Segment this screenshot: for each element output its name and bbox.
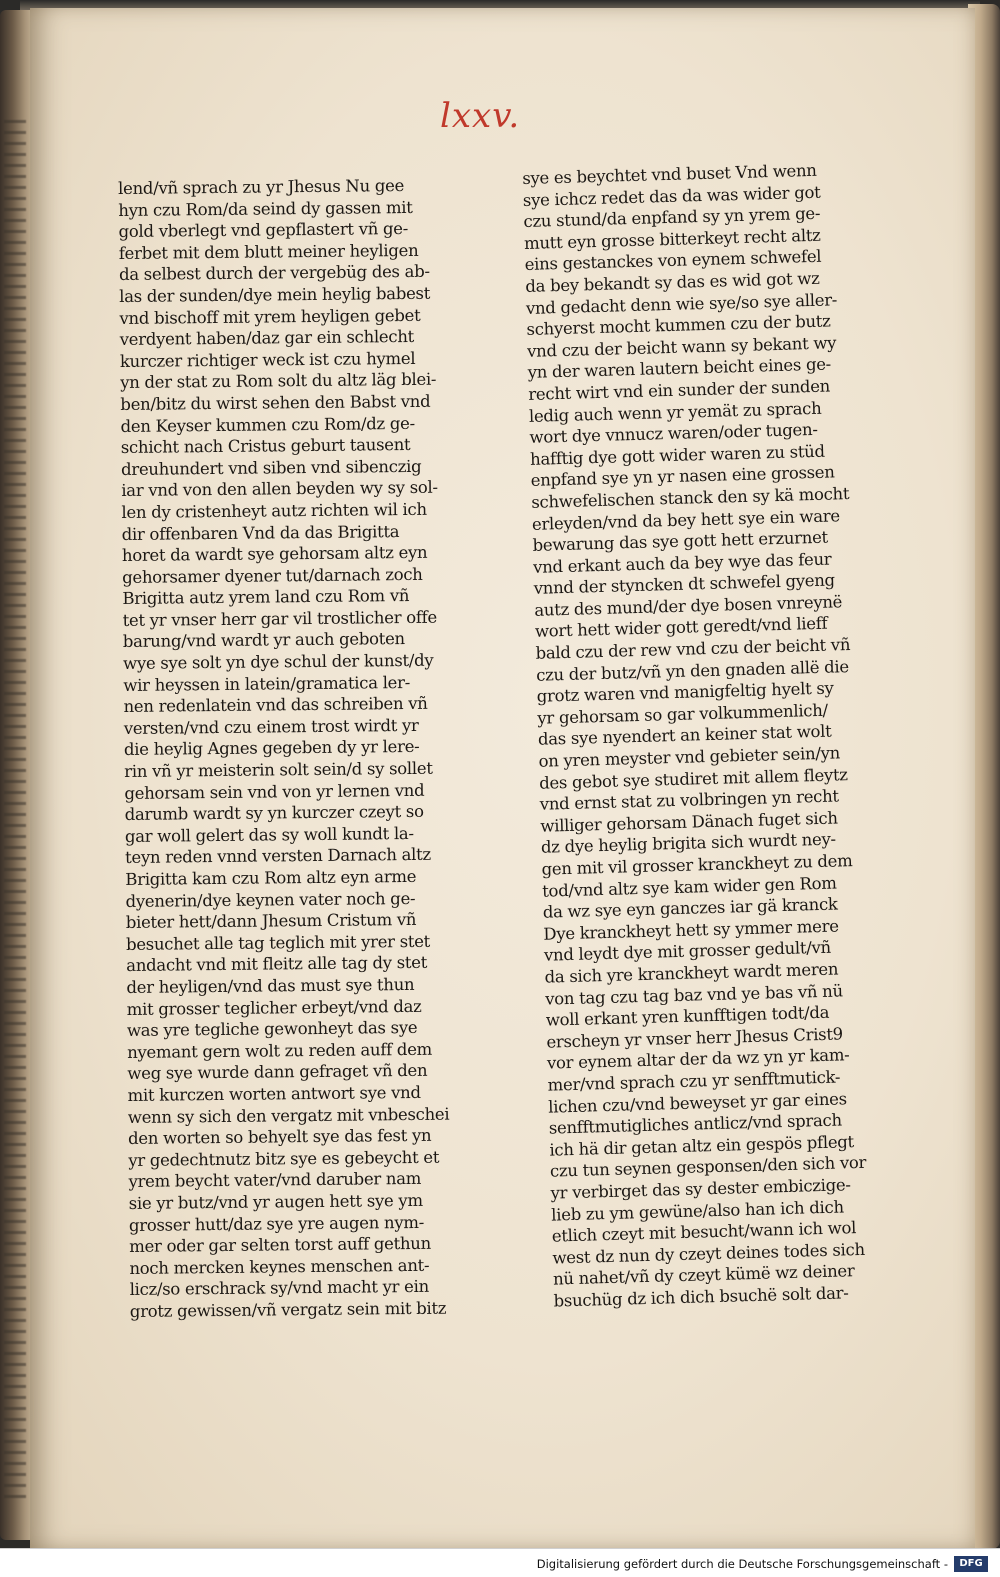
text-line: enpfand sye yn yr nasen eine grossen	[530, 462, 835, 491]
text-line: yn der waren lautern beicht eines ge-	[527, 354, 832, 383]
left-text-column	[118, 174, 475, 1322]
text-line: bsuchüg dz ich dich bsuchë solt dar-	[553, 1283, 849, 1311]
text-line: yr gehorsam so gar volkummenlich/	[537, 700, 829, 728]
text-line: dreuhundert vnd siben vnd sibenczig	[120, 456, 422, 479]
text-line: vnd bischoff mit yrem heyligen gebet	[119, 305, 421, 328]
text-line: wenn sy sich den vergatz mit vnbeschei	[127, 1104, 450, 1127]
text-line: vnd czu der beicht wann sy bekant wy	[526, 333, 837, 361]
text-line: schyerst mocht kummen czu der butz	[526, 311, 831, 340]
text-line: erscheyn yr vnser herr Jhesus Crist9	[546, 1024, 844, 1052]
text-line: darumb wardt sy yn kurczer czeyt so	[124, 802, 424, 825]
text-line: schicht nach Cristus geburt tausent	[120, 435, 411, 458]
text-line: ben/bitz du wirst sehen den Babst vnd	[120, 391, 431, 414]
text-line: da bey bekandt sy das es wid got wz	[525, 268, 820, 296]
text-line: das sye nyendert an keiner stat wolt	[537, 722, 832, 750]
text-line: sye es beychtet vnd buset Vnd wenn	[522, 160, 817, 188]
text-line: tet yr vnser herr gar vil trostlicher offe	[122, 607, 438, 630]
text-line: hafftig dye gott wider waren zu stüd	[529, 441, 825, 469]
text-line: dyenerin/dye keynen vater noch ge-	[125, 888, 416, 911]
text-line: weg sye wurde dann gefraget vñ den	[127, 1061, 428, 1084]
text-line: vor eynem altar der da wz yn yr kam-	[546, 1045, 850, 1073]
text-line: west dz nun dy czeyt deines todes sich	[552, 1239, 865, 1268]
text-line: Brigitta kam czu Rom altz eyn arme	[125, 866, 417, 889]
text-line: noch mercken keynes menschen ant-	[129, 1255, 430, 1278]
text-line: nyemant gern wolt zu reden auff dem	[127, 1039, 433, 1062]
digitization-footer	[0, 1548, 1000, 1577]
text-line: tod/vnd altz sye kam wider gen Rom	[541, 873, 837, 901]
text-line: williger gehorsam Dänach fuget sich	[540, 808, 838, 836]
text-line: on yren meyster vnd gebieter sein/yn	[538, 743, 841, 771]
facing-page-text-lines	[4, 120, 26, 1500]
text-line: des gebot sye studiret mit allem fleytz	[538, 764, 848, 793]
text-line: yn der stat zu Rom solt du altz läg blei-	[120, 370, 437, 393]
text-line: Dye kranckheyt hett sy ymmer mere	[543, 916, 839, 944]
text-line: vnd erkant auch da bey wye das feur	[532, 549, 832, 577]
text-line: gold vberlegt vnd gepflastert vñ ge-	[118, 219, 409, 242]
text-line: da sich yre kranckheyt wardt meren	[544, 959, 839, 987]
text-line: lend/vñ sprach zu yr Jhesus Nu gee	[118, 176, 405, 198]
text-line: czu der butz/vñ yn den gnaden allë die	[535, 656, 850, 685]
text-line: da selbest durch der vergebüg des ab-	[118, 262, 430, 285]
text-line: was yre tegliche gewonheyt das sye	[126, 1018, 418, 1041]
text-line: versten/vnd czu einem trost wirdt yr	[123, 715, 419, 738]
text-line: grosser hutt/daz sye yre augen nym-	[128, 1212, 425, 1235]
text-line: ich hä dir getan altz ein gespös pflegt	[549, 1131, 855, 1160]
text-line: gar woll gelert das sy woll kundt la-	[124, 823, 414, 846]
text-line: lieb zu ym gewüne/also han ich dich	[550, 1196, 845, 1225]
text-line: schwefelischen stanck den sy kä mocht	[531, 483, 850, 512]
text-line: da wz sye eyn ganczes iar gä kranck	[542, 894, 838, 922]
text-line: ferbet mit dem blutt meiner heyligen	[118, 240, 419, 263]
text-line: wort dye vnnucz waren/oder tugen-	[529, 419, 818, 448]
text-line: kurczer richtiger weck ist czu hymel	[119, 348, 416, 371]
dfg-logo: DFG	[954, 1556, 988, 1572]
text-line: mer/vnd sprach czu yr senfftmutick-	[547, 1067, 841, 1095]
text-line: die heylig Agnes gegeben dy yr lere-	[123, 737, 420, 760]
text-line: wir heyssen in latein/gramatica ler-	[123, 672, 411, 695]
text-line: besuchet alle tag teglich mit yrer stet	[125, 931, 431, 954]
text-line: ledig auch wenn yr yemät zu sprach	[528, 398, 822, 426]
text-line: bewarung das sye gott hett erzurnet	[532, 527, 829, 555]
text-line: gehorsamer dyener tut/darnach zoch	[122, 564, 423, 587]
folio-number: lxxv.	[440, 96, 521, 136]
text-line: teyn reden vnnd versten Darnach altz	[125, 845, 431, 868]
text-line: mit grosser teglicher erbeyt/vnd daz	[126, 996, 422, 1019]
text-line: yr verbirget das sy dester embiczige-	[550, 1175, 851, 1203]
text-line: wort hett wider gott geredt/vnd lieff	[534, 614, 828, 642]
text-line: vnd ernst stat zu volbringen yn recht	[539, 786, 840, 814]
funding-credit: Digitalisierung gefördert durch die Deutsche Forschungsgemeinschaft -	[536, 1557, 948, 1571]
text-line: wye sye solt yn dye schul der kunst/dy	[122, 650, 434, 674]
text-line: grotz waren vnd manigfeltig hyelt sy	[536, 678, 834, 707]
text-line: verdyent haben/daz gar ein schlecht	[119, 327, 415, 350]
text-line: mer oder gar selten torst auff gethun	[129, 1233, 431, 1257]
text-line: den worten so behyelt sye das fest yn	[127, 1125, 432, 1149]
text-line: autz des mund/der dye bosen vnreynë	[534, 592, 843, 620]
text-line: nen redenlatein vnd das schreiben vñ	[123, 694, 428, 717]
text-line: der heyligen/vnd das must sye thun	[126, 974, 415, 997]
text-line: mutt eyn grosse bitterkeyt recht altz	[523, 225, 821, 253]
text-line: dir offenbaren Vnd da das Brigitta	[121, 521, 400, 544]
text-line: lichen czu/vnd beweyset yr gar eines	[547, 1088, 848, 1117]
text-line: len dy cristenheyt autz richten wil ich	[121, 499, 427, 522]
text-line: sie yr butz/vnd yr augen hett sye ym	[128, 1190, 423, 1213]
text-line: yr gedechtnutz bitz sye es gebeycht et	[128, 1147, 440, 1170]
text-line: etlich czeyt mit besucht/wann ich wol	[551, 1218, 857, 1246]
text-line: eins gestanckes von eynem schwefel	[524, 247, 822, 275]
text-line: den Keyser kummen czu Rom/dz ge-	[120, 413, 415, 436]
text-line: gen mit vil grosser kranckheyt zu dem	[541, 851, 853, 879]
text-line: sye ichcz redet das da was wider got	[522, 182, 821, 210]
text-line: bieter hett/dann Jhesum Cristum vñ	[125, 910, 417, 933]
text-line: vnd gedacht denn wie sye/so sye aller-	[525, 289, 838, 318]
text-line: vnd leydt dye mit grosser gedult/vñ	[543, 938, 832, 966]
text-line: rin vñ yr meisterin solt sein/d sy sollet	[124, 758, 433, 781]
text-line: czu stund/da enpfand sy yn yrem ge-	[523, 203, 821, 232]
text-line: iar vnd von den allen beyden wy sy sol-	[121, 477, 438, 501]
text-line: licz/so erschrack sy/vnd macht yr ein	[129, 1277, 429, 1300]
text-line: erleyden/vnd da bey hett sye ein ware	[531, 505, 841, 534]
text-line: andacht vnd mit fleitz alle tag dy stet	[126, 953, 428, 976]
text-line: woll erkant yren kunfftigen todt/da	[545, 1002, 830, 1030]
text-line: mit kurczen worten antwort sye vnd	[127, 1082, 421, 1105]
text-line: nü nahet/vñ dy czeyt kümë wz deiner	[552, 1261, 855, 1289]
text-line: bald czu der rew vnd czu der beicht vñ	[535, 635, 851, 663]
text-line: hyn czu Rom/da seind dy gassen mit	[118, 197, 413, 220]
text-line: recht wirt vnd ein sunder der sunden	[528, 376, 831, 404]
text-line: las der sunden/dye mein heylig babest	[119, 283, 431, 306]
text-line: czu tun seynen gesponsen/den sich vor	[549, 1153, 867, 1181]
text-line: vnnd der styncken dt schwefel gyeng	[533, 570, 836, 599]
text-line: horet da wardt sye gehorsam altz eyn	[121, 542, 428, 566]
text-line: barung/vnd wardt yr auch geboten	[122, 629, 405, 652]
text-line: senfftmutigliches antlicz/vnd sprach	[548, 1110, 843, 1138]
text-line: dz dye heylig brigita sich wurdt ney-	[540, 829, 837, 858]
text-line: Brigitta autz yrem land czu Rom vñ	[122, 586, 410, 609]
text-line: yrem beycht vater/vnd daruber nam	[128, 1169, 422, 1192]
manuscript-page	[30, 8, 975, 1548]
right-text-column	[522, 158, 899, 1312]
text-line: gehorsam sein vnd von yr lernen vnd	[124, 780, 425, 803]
text-line: von tag czu tag baz vnd ye bas vñ nü	[544, 980, 844, 1009]
text-line: grotz gewissen/vñ vergatz sein mit bitz	[129, 1298, 447, 1321]
